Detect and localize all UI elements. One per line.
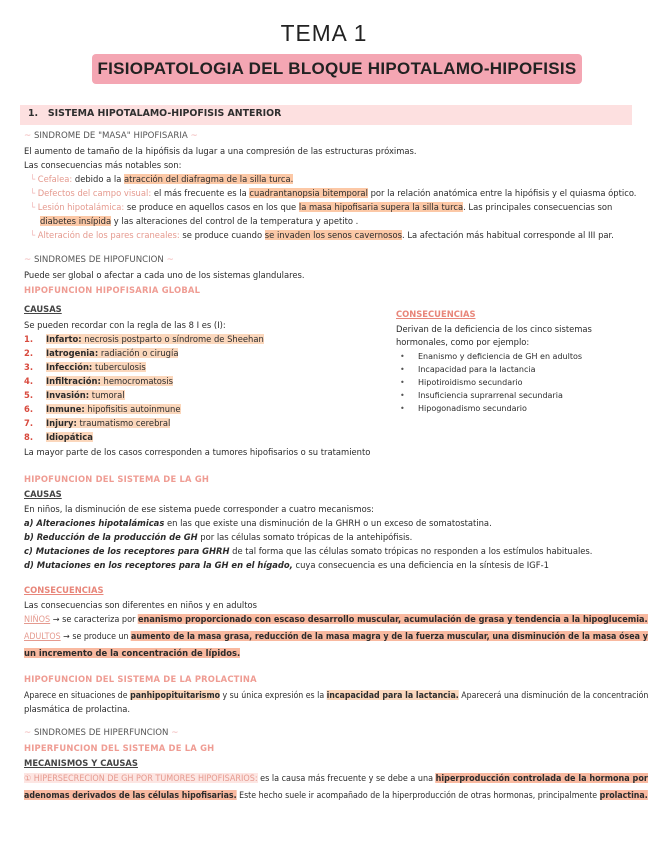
consecuencia-item: • Incapacidad para la lactancia bbox=[400, 364, 535, 375]
masa-item-cont bbox=[40, 216, 358, 227]
causa-term: Infarto: bbox=[46, 334, 82, 344]
masa-item-highlight: cuadrantanopsia bitemporal bbox=[249, 188, 368, 198]
prolactina-mid: y su única expresión es la bbox=[220, 690, 327, 700]
gh-heading: HIPOFUNCION DEL SISTEMA DE LA GH bbox=[24, 474, 210, 484]
hipofuncion-p1: Puede ser global o afectar a cada uno de los sistemas glandulares. bbox=[24, 270, 305, 280]
causa-item bbox=[24, 334, 264, 345]
gh-adultos-cont bbox=[24, 648, 240, 659]
hiperfuncion-heading: ~ SINDROMES DE HIPERFUNCION ~ bbox=[24, 728, 179, 738]
gh-mecanismo-text: en las que existe una disminución de la GHRH o un exceso de somatostatina. bbox=[164, 518, 492, 528]
masa-item: └ Defectos del campo visual: el más frecuente es la cuadrantanopsia bitemporal por la relación anatómica entre la hipófisis y el quiasma óptico. bbox=[30, 188, 637, 198]
causa-item bbox=[24, 362, 146, 373]
masa-item-term: Cefalea: bbox=[37, 174, 73, 184]
ninos-label: NIÑOS bbox=[24, 614, 51, 624]
causa-term: Inmune: bbox=[46, 404, 85, 414]
causa-item bbox=[24, 376, 173, 387]
hiper-highlight: hiperproducción controlada de la hormona por bbox=[435, 773, 648, 783]
causa-desc: tuberculosis bbox=[92, 362, 146, 372]
gh-mecanismo-text: por las células somato trópicas de la antehipófisis. bbox=[197, 532, 413, 542]
gh-mecanismo-text: de tal forma que las células somato trópicas no responden a los estímulos habituales. bbox=[229, 546, 593, 556]
global-heading: HIPOFUNCION HIPOFISARIA GLOBAL bbox=[24, 285, 201, 295]
causa-item bbox=[24, 432, 93, 443]
masa-item-pre: el más frecuente es la bbox=[151, 188, 250, 198]
masa-item: └ Cefalea: debido a la atracción del diafragma de la silla turca. bbox=[30, 174, 294, 184]
consecuencias-heading: CONSECUENCIAS bbox=[396, 309, 476, 319]
ninos-pre: → se caracteriza por bbox=[50, 614, 139, 624]
prolactina-heading: HIPOFUNCION DEL SISTEMA DE LA PROLACTINA bbox=[24, 674, 257, 684]
masa-item-post: . La afectación más habitual corresponde al III par. bbox=[402, 230, 614, 240]
consecuencias-intro: Derivan de la deficiencia de los cinco sistemas bbox=[396, 324, 592, 334]
hiper-highlight: ① HIPERSECRECION DE GH POR TUMORES HIPOFISARIOS: bbox=[24, 773, 258, 783]
adultos-highlight: un incremento de la concentración de lípidos. bbox=[24, 648, 241, 658]
section-number: 1. bbox=[28, 108, 39, 119]
adultos-label: ADULTOS bbox=[24, 631, 61, 641]
hiper-gh-heading: HIPERFUNCION DEL SISTEMA DE LA GH bbox=[24, 743, 215, 753]
hiper-highlight: prolactina. bbox=[599, 790, 648, 800]
adultos-highlight: aumento de la masa grasa, reducción de la masa magra y de la fuerza muscular, una disminución de la masa ósea y bbox=[131, 631, 648, 641]
hiper-line bbox=[24, 773, 648, 784]
causa-item bbox=[24, 390, 125, 401]
gh-mecanismo bbox=[24, 518, 492, 529]
gh-mecanismo-label: c) Mutaciones de los receptores para GHRH bbox=[24, 546, 230, 556]
gh-mecanismo bbox=[24, 560, 549, 571]
masa-heading-text: SINDROME DE "MASA" HIPOFISARIA bbox=[33, 131, 188, 141]
causa-number: 3. bbox=[24, 362, 34, 372]
gh-intro: En niños, la disminución de ese sistema puede corresponder a cuatro mecanismos: bbox=[24, 504, 374, 514]
consecuencia-item: • Enanismo y deficiencia de GH en adultos bbox=[400, 351, 582, 362]
gh-mecanismo-label: d) Mutaciones en los receptores para la GH en el hígado, bbox=[24, 560, 293, 570]
gh-adultos bbox=[24, 631, 648, 642]
masa-item-term: Alteración de los pares craneales: bbox=[37, 230, 180, 240]
masa-item-highlight: diabetes insípida bbox=[40, 216, 112, 226]
mecanismos-heading: MECANISMOS Y CAUSAS bbox=[24, 758, 138, 768]
masa-item: └ Lesión hipotalámica: se produce en aquellos casos en los que la masa hipofisaria supera la silla turca. Las principales consecuencias son bbox=[30, 202, 613, 212]
causa-number: 7. bbox=[24, 418, 34, 428]
hiperfuncion-heading-text: SINDROMES DE HIPERFUNCION bbox=[33, 728, 169, 738]
causa-term: Invasión: bbox=[46, 390, 90, 400]
prolactina-highlight: panhipopituitarismo bbox=[130, 690, 221, 700]
adultos-pre: → se produce un bbox=[60, 631, 132, 641]
masa-p1: El aumento de tamaño de la hipófisis da lugar a una compresión de las estructuras próximas. bbox=[24, 146, 417, 156]
causa-desc: radiación o cirugía bbox=[98, 348, 179, 358]
prolactina-p2: plasmática de prolactina. bbox=[24, 704, 131, 714]
prolactina-p1 bbox=[24, 690, 648, 701]
hiper-line bbox=[24, 790, 648, 801]
page-subtitle: FISIOPATOLOGIA DEL BLOQUE HIPOTALAMO-HIPOFISIS bbox=[92, 54, 582, 84]
gh-mecanismo-label: b) Reducción de la producción de GH bbox=[24, 532, 198, 542]
masa-item-pre: se produce cuando bbox=[179, 230, 265, 240]
causas-footer: La mayor parte de los casos corresponden a tumores hipofisarios o su tratamiento bbox=[24, 447, 371, 457]
prolactina-post: Aparecerá una disminución de la concentración bbox=[458, 690, 649, 700]
gh-causas-heading: CAUSAS bbox=[24, 489, 62, 499]
masa-item-term: Lesión hipotalámica: bbox=[37, 202, 125, 212]
masa-item-highlight: la masa hipofisaria supera la silla turca bbox=[298, 202, 464, 212]
gh-mecanismo bbox=[24, 546, 592, 557]
prolactina-highlight: incapacidad para la lactancia. bbox=[326, 690, 459, 700]
masa-item-term: Defectos del campo visual: bbox=[37, 188, 152, 198]
causa-term: Infección: bbox=[46, 362, 93, 372]
causa-desc: necrosis postparto o síndrome de Sheehan bbox=[81, 334, 264, 344]
masa-item-post: por la relación anatómica entre la hipófisis y el quiasma óptico. bbox=[367, 188, 637, 198]
consecuencias-intro: hormonales, como por ejemplo: bbox=[396, 337, 530, 347]
gh-consecuencias-intro: Las consecuencias son diferentes en niños y en adultos bbox=[24, 600, 258, 610]
consecuencia-item: • Hipogonadismo secundario bbox=[400, 403, 527, 414]
causa-number: 5. bbox=[24, 390, 34, 400]
page-title: TEMA 1 bbox=[280, 20, 368, 46]
causa-number: 4. bbox=[24, 376, 34, 386]
hiper-text: Este hecho suele ir acompañado de la hiperproducción de otras hormonas, principalmente bbox=[236, 790, 600, 800]
causas-heading: CAUSAS bbox=[24, 304, 62, 314]
causa-term: Infiltración: bbox=[46, 376, 101, 386]
causa-number: 8. bbox=[24, 432, 34, 442]
gh-ninos bbox=[24, 614, 648, 625]
section-header bbox=[28, 108, 281, 119]
causa-item bbox=[24, 418, 170, 429]
consecuencia-item: • Insuficiencia suprarrenal secundaria bbox=[400, 390, 563, 401]
causa-desc: tumoral bbox=[89, 390, 125, 400]
causa-item bbox=[24, 404, 181, 415]
ninos-highlight: enanismo proporcionado con escaso desarrollo muscular, acumulación de grasa y tendencia a la hipoglucemia. bbox=[138, 614, 648, 624]
masa-item-post: . Las principales consecuencias son bbox=[463, 202, 613, 212]
causa-term: Iatrogenia: bbox=[46, 348, 99, 358]
masa-item-highlight: se invaden los senos cavernosos bbox=[264, 230, 403, 240]
masa-p2: Las consecuencias más notables son: bbox=[24, 160, 182, 170]
causa-number: 6. bbox=[24, 404, 34, 414]
masa-item-pre: debido a la bbox=[72, 174, 125, 184]
hiper-highlight: adenomas derivados de las células hipofisarias. bbox=[24, 790, 237, 800]
masa-item: └ Alteración de los pares craneales: se produce cuando se invaden los senos cavernosos. La afectación más habitual corresponde al III par. bbox=[30, 230, 614, 240]
causa-term: Idiopática bbox=[46, 432, 93, 442]
masa-item-highlight: atracción del diafragma de la silla turca. bbox=[124, 174, 294, 184]
causa-desc: hemocromatosis bbox=[100, 376, 173, 386]
consecuencia-item: • Hipotiroidismo secundario bbox=[400, 377, 523, 388]
masa-heading: ~ SINDROME DE "MASA" HIPOFISARIA ~ bbox=[24, 131, 198, 141]
hipofuncion-heading: ~ SINDROMES DE HIPOFUNCION ~ bbox=[24, 255, 174, 265]
section-title: SISTEMA HIPOTALAMO-HIPOFISIS ANTERIOR bbox=[47, 108, 282, 119]
gh-consecuencias-heading: CONSECUENCIAS bbox=[24, 585, 104, 595]
gh-mecanismo bbox=[24, 532, 412, 543]
causa-number: 1. bbox=[24, 334, 34, 344]
gh-mecanismo-label: a) Alteraciones hipotalámicas bbox=[24, 518, 165, 528]
gh-mecanismo-text: cuya consecuencia es una deficiencia en la síntesis de IGF-1 bbox=[292, 560, 549, 570]
masa-item-post: y las alteraciones del control de la temperatura y apetito . bbox=[111, 216, 359, 226]
hipofuncion-heading-text: SINDROMES DE HIPOFUNCION bbox=[33, 255, 164, 265]
causa-item bbox=[24, 348, 178, 359]
causa-term: Injury: bbox=[46, 418, 77, 428]
causas-intro: Se pueden recordar con la regla de las 8 I es (I): bbox=[24, 320, 226, 330]
masa-item-pre: se produce en aquellos casos en los que bbox=[124, 202, 299, 212]
causa-desc: hipofisitis autoinmune bbox=[84, 404, 181, 414]
hiper-text: es la causa más frecuente y se debe a una bbox=[257, 773, 436, 783]
causa-number: 2. bbox=[24, 348, 34, 358]
prolactina-pre: Aparece en situaciones de bbox=[24, 690, 131, 700]
causa-desc: traumatismo cerebral bbox=[76, 418, 171, 428]
